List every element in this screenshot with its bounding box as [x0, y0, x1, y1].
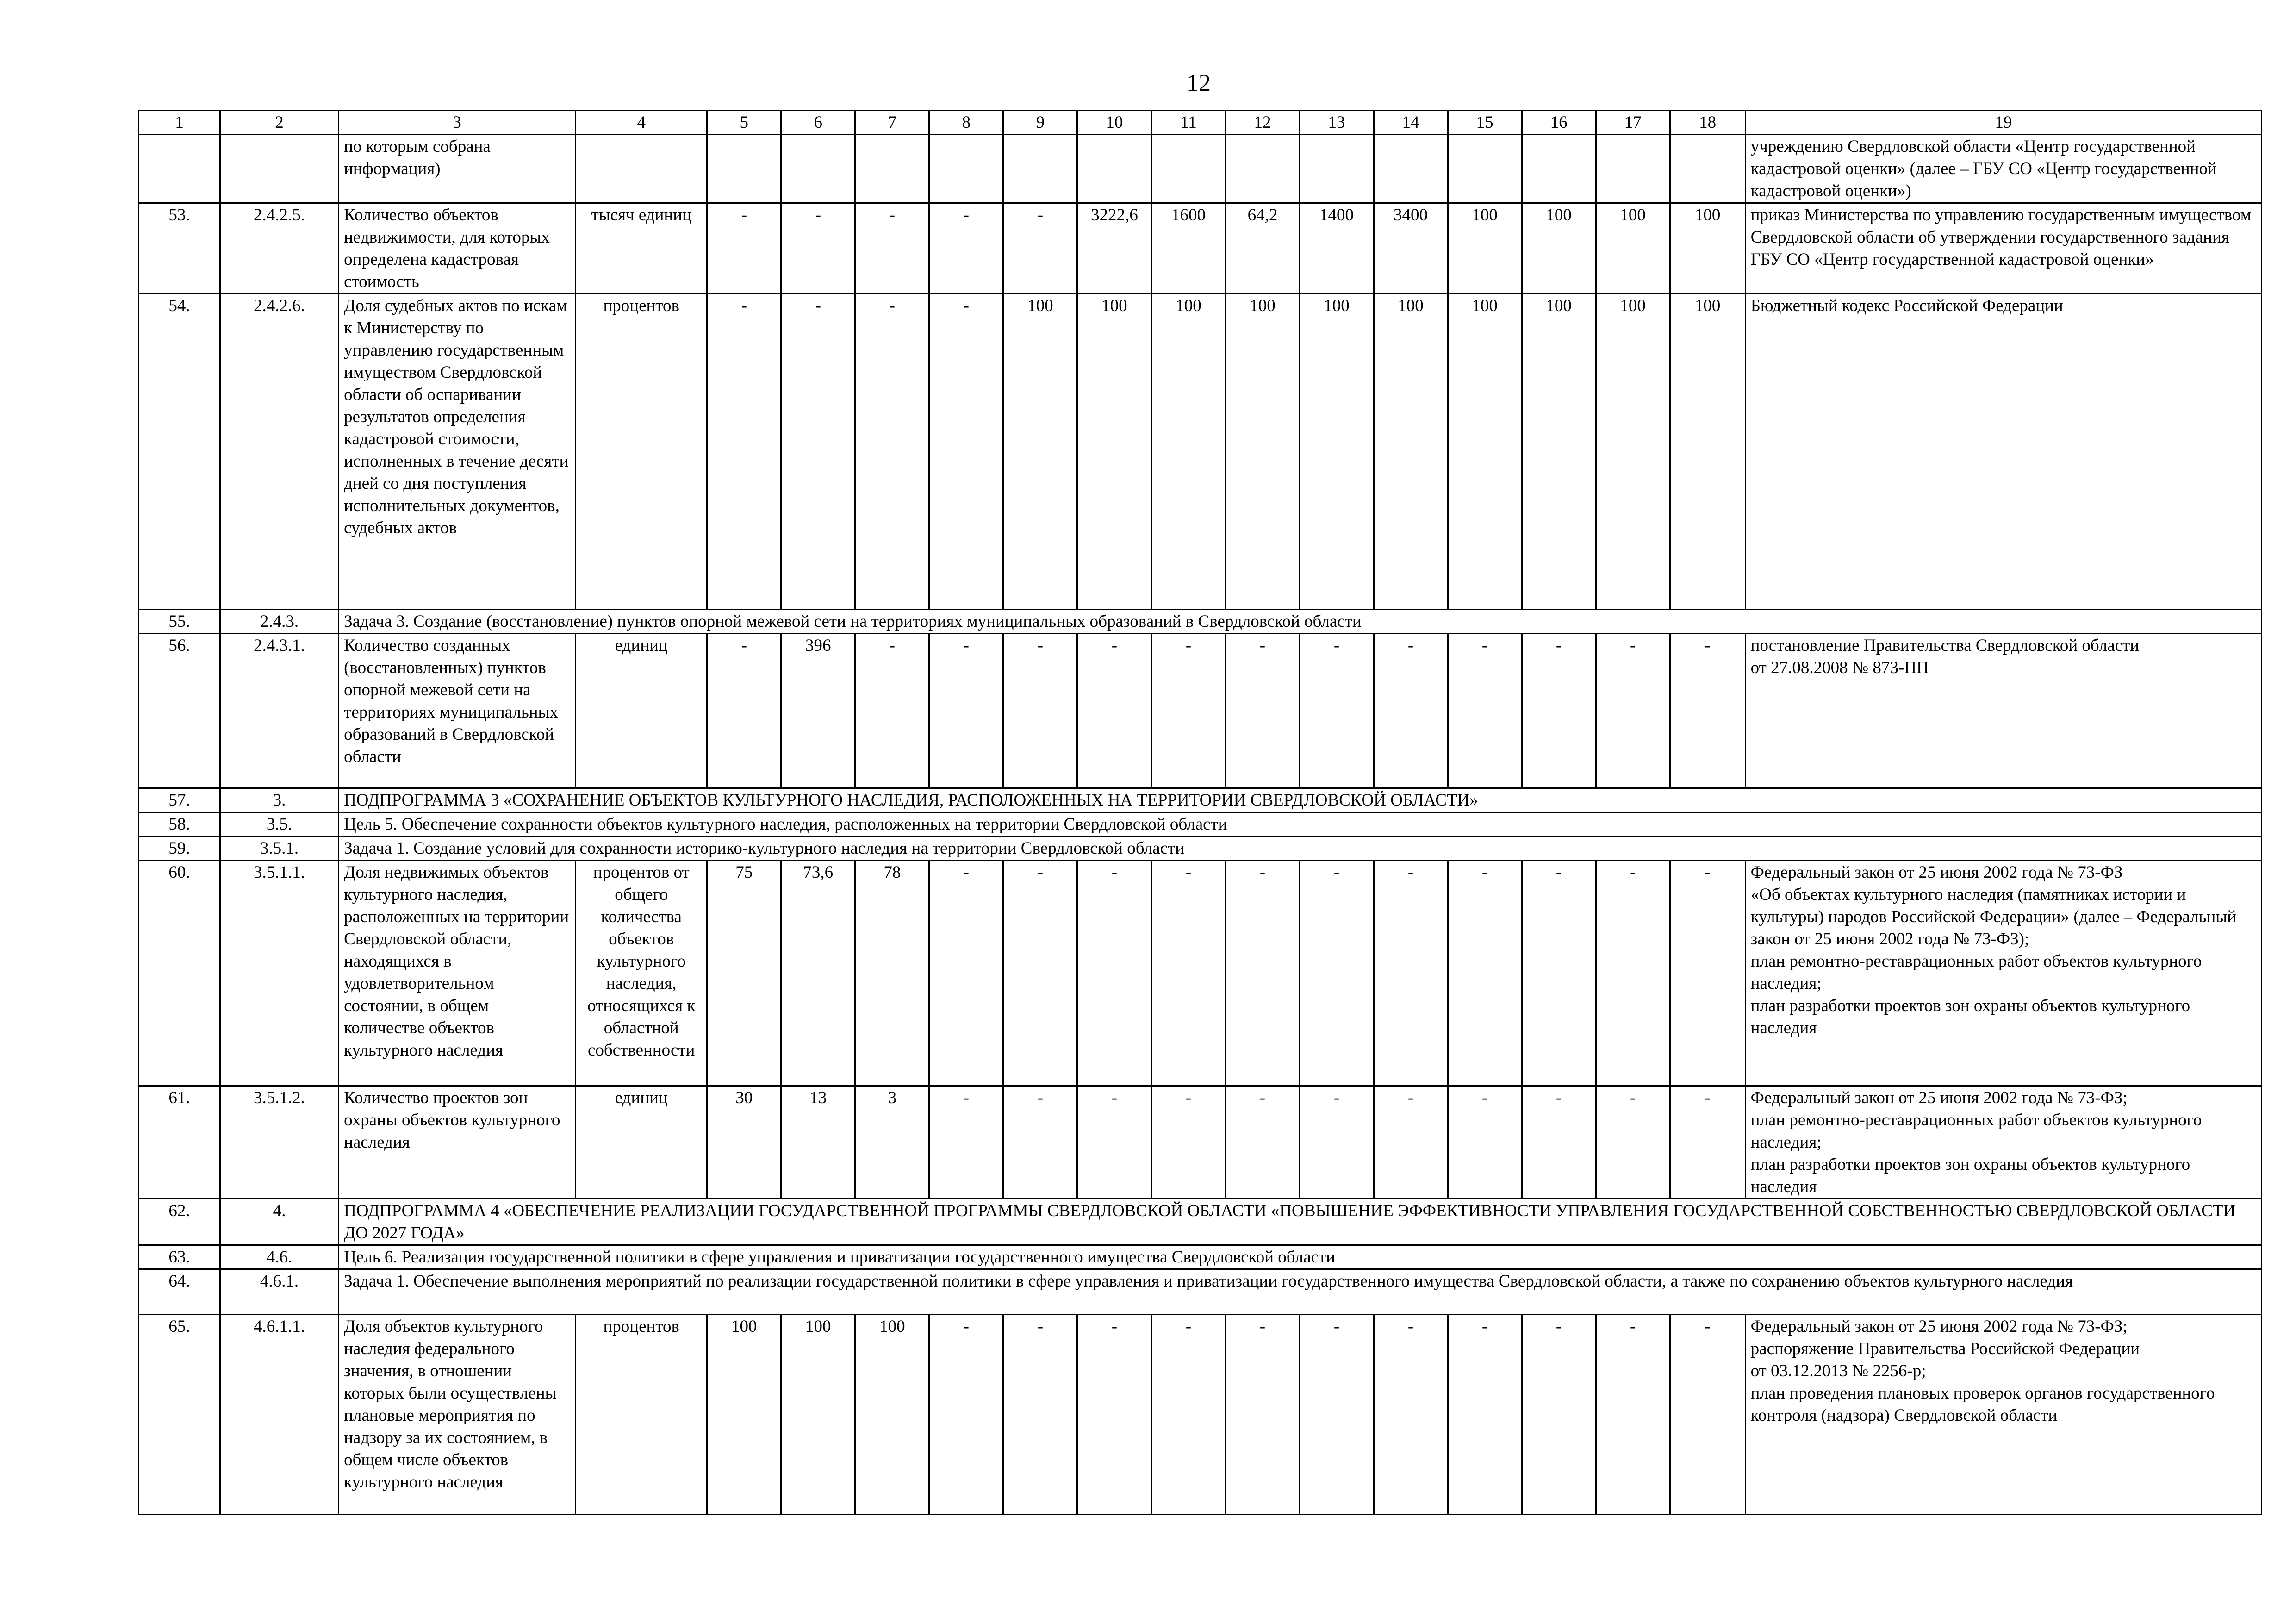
value-cell: -: [707, 634, 781, 788]
value-cell: -: [1374, 634, 1448, 788]
header-cell: 18: [1670, 111, 1745, 135]
unit-cell: процентов: [576, 294, 707, 610]
value-cell: -: [1448, 861, 1522, 1086]
value-cell: 100: [1077, 294, 1151, 610]
row-code-cell: 4.6.: [220, 1245, 339, 1269]
value-cell: 100: [1003, 294, 1077, 610]
header-cell: 3: [339, 111, 576, 135]
header-cell: 9: [1003, 111, 1077, 135]
row-code-cell: 2.4.2.5.: [220, 203, 339, 294]
row-code-cell: 3.5.1.: [220, 837, 339, 861]
value-cell: -: [929, 294, 1003, 610]
table-row: [139, 861, 2262, 1086]
value-cell: 100: [1374, 294, 1448, 610]
value-cell: -: [1151, 1086, 1226, 1199]
source-cell: учреждению Свердловской области «Центр государственной кадастровой оценки» (далее – ГБУ СО «Центр государственной кадастровой оценки»): [1745, 135, 2261, 203]
value-cell: -: [1596, 1315, 1670, 1515]
source-line: «Об объектах культурного наследия (памятниках истории и культуры) народов Российской Федерации» (далее – Федеральный закон от 25 июня 2002 года № 73-ФЗ);: [1750, 885, 2236, 949]
value-cell: -: [855, 203, 929, 294]
header-cell: 8: [929, 111, 1003, 135]
header-cell: 14: [1374, 111, 1448, 135]
row-code-cell: 3.5.1.1.: [220, 861, 339, 1086]
table-row: [139, 1315, 2262, 1515]
table-row: [139, 135, 2262, 203]
value-cell: -: [1670, 861, 1745, 1086]
source-cell: [1745, 634, 2261, 788]
row-number-cell: 62.: [139, 1199, 220, 1245]
value-cell: -: [1226, 1086, 1300, 1199]
value-cell: -: [1077, 1086, 1151, 1199]
value-cell: -: [1670, 634, 1745, 788]
source-line: от 27.08.2008 № 873-ПП: [1750, 658, 1929, 677]
column-number-header-row: [139, 111, 2262, 135]
source-line: план проведения плановых проверок органов государственного контроля (надзора) Свердловской области: [1750, 1384, 2215, 1425]
value-cell: -: [1226, 1315, 1300, 1515]
value-cell: -: [1077, 1315, 1151, 1515]
value-cell: -: [1522, 1315, 1596, 1515]
task-heading-cell: Задача 3. Создание (восстановление) пунктов опорной межевой сети на территориях муниципальных образований в Свердловской области: [339, 610, 2262, 634]
indicator-name-cell: Количество объектов недвижимости, для которых определена кадастровая стоимость: [339, 203, 576, 294]
source-cell: приказ Министерства по управлению государственным имуществом Свердловской области об утверждении государственного задания ГБУ СО «Центр государственной кадастровой оценки»: [1745, 203, 2261, 294]
header-cell: 17: [1596, 111, 1670, 135]
row-number-cell: 63.: [139, 1245, 220, 1269]
value-cell: -: [1374, 861, 1448, 1086]
value-cell: -: [1151, 634, 1226, 788]
row-number-cell: 58.: [139, 812, 220, 837]
value-cell: -: [1522, 1086, 1596, 1199]
table-row: [139, 812, 2262, 837]
page-number: 12: [1187, 70, 1211, 96]
value-cell: -: [1374, 1315, 1448, 1515]
value-cell: 100: [1670, 203, 1745, 294]
value-cell: -: [1448, 1086, 1522, 1199]
source-line: план разработки проектов зон охраны объектов культурного наследия: [1750, 1155, 2190, 1196]
unit-cell: единиц: [576, 634, 707, 788]
task-heading-cell: Задача 1. Создание условий для сохранности историко-культурного наследия на территории Свердловской области: [339, 837, 2262, 861]
value-cell: 100: [1300, 294, 1374, 610]
value-cell: -: [929, 1086, 1003, 1199]
row-code-cell: 2.4.3.: [220, 610, 339, 634]
table-row: [139, 203, 2262, 294]
value-cell: -: [1596, 634, 1670, 788]
unit-cell: единиц: [576, 1086, 707, 1199]
row-code-cell: 2.4.3.1.: [220, 634, 339, 788]
row-number-cell: 53.: [139, 203, 220, 294]
table-row: [139, 1199, 2262, 1245]
row-code-cell: 4.6.1.: [220, 1269, 339, 1315]
unit-cell: процентов от общего количества объектов культурного наследия, относящихся к областной собственности: [576, 861, 707, 1086]
value-cell: -: [1596, 1086, 1670, 1199]
row-code-cell: 3.: [220, 788, 339, 812]
header-cell: 15: [1448, 111, 1522, 135]
source-line: Федеральный закон от 25 июня 2002 года № 73-ФЗ;: [1750, 1088, 2128, 1107]
unit-cell: тысяч единиц: [576, 203, 707, 294]
value-cell: -: [1003, 1086, 1077, 1199]
value-cell: -: [1596, 861, 1670, 1086]
value-cell: -: [1374, 1086, 1448, 1199]
header-cell: 19: [1745, 111, 2261, 135]
source-cell: [1745, 861, 2261, 1086]
value-cell: -: [781, 294, 855, 610]
row-number-cell: 55.: [139, 610, 220, 634]
header-cell: 4: [576, 111, 707, 135]
value-cell: -: [1670, 1086, 1745, 1199]
source-line: постановление Правительства Свердловской области: [1750, 636, 2140, 655]
row-number-cell: 64.: [139, 1269, 220, 1315]
value-cell: 100: [1448, 203, 1522, 294]
source-cell: [1745, 1086, 2261, 1199]
source-line: Федеральный закон от 25 июня 2002 года № 73-ФЗ: [1750, 863, 2123, 882]
value-cell: -: [929, 203, 1003, 294]
table-row: [139, 1245, 2262, 1269]
value-cell: 73,6: [781, 861, 855, 1086]
row-code-cell: [220, 135, 339, 203]
value-cell: 3: [855, 1086, 929, 1199]
value-cell: 78: [855, 861, 929, 1086]
header-cell: 13: [1300, 111, 1374, 135]
table-row: [139, 610, 2262, 634]
indicator-name-cell: Количество созданных (восстановленных) пунктов опорной межевой сети на территориях муниципальных образований в Свердловской области: [339, 634, 576, 788]
indicator-name-cell: Количество проектов зон охраны объектов культурного наследия: [339, 1086, 576, 1199]
source-line: план ремонтно-реставрационных работ объектов культурного наследия;: [1750, 1111, 2202, 1152]
row-number-cell: 54.: [139, 294, 220, 610]
row-number-cell: 59.: [139, 837, 220, 861]
subprogram-heading-cell: ПОДПРОГРАММА 3 «СОХРАНЕНИЕ ОБЪЕКТОВ КУЛЬТУРНОГО НАСЛЕДИЯ, РАСПОЛОЖЕННЫХ НА ТЕРРИТОРИИ СВЕРДЛОВСКОЙ ОБЛАСТИ»: [339, 788, 2262, 812]
header-cell: 10: [1077, 111, 1151, 135]
value-cell: 30: [707, 1086, 781, 1199]
value-cell: -: [781, 203, 855, 294]
table-row: [139, 837, 2262, 861]
value-cell: -: [855, 294, 929, 610]
value-cell: -: [929, 1315, 1003, 1515]
value-cell: -: [1003, 634, 1077, 788]
value-cell: 3400: [1374, 203, 1448, 294]
value-cell: 100: [1448, 294, 1522, 610]
indicator-name-cell: Доля судебных актов по искам к Министерству по управлению государственным имуществом Свердловской области об оспаривании результатов определения кадастровой стоимости, исполненных в течение десяти дней со дня поступления исполнительных документов, судебных актов: [339, 294, 576, 610]
table-row: [139, 634, 2262, 788]
header-cell: 7: [855, 111, 929, 135]
header-cell: 12: [1226, 111, 1300, 135]
indicator-name-cell: Доля объектов культурного наследия федерального значения, в отношении которых были осуществлены плановые мероприятия по надзору за их состоянием, в общем числе объектов культурного наследия: [339, 1315, 576, 1515]
value-cell: -: [1003, 203, 1077, 294]
value-cell: -: [1077, 861, 1151, 1086]
subprogram-heading-cell: ПОДПРОГРАММА 4 «ОБЕСПЕЧЕНИЕ РЕАЛИЗАЦИИ ГОСУДАРСТВЕННОЙ ПРОГРАММЫ СВЕРДЛОВСКОЙ ОБЛАСТИ «ПОВЫШЕНИЕ ЭФФЕКТИВНОСТИ УПРАВЛЕНИЯ ГОСУДАРСТВЕННОЙ СОБСТВЕННОСТЬЮ СВЕРДЛОВСКОЙ ОБЛАСТИ ДО 2027 ГОДА»: [339, 1199, 2262, 1245]
table-row: [139, 294, 2262, 610]
header-cell: 5: [707, 111, 781, 135]
value-cell: -: [1226, 861, 1300, 1086]
value-cell: -: [1300, 1086, 1374, 1199]
value-cell: -: [707, 203, 781, 294]
row-number-cell: 57.: [139, 788, 220, 812]
row-number-cell: [139, 135, 220, 203]
value-cell: -: [1670, 1315, 1745, 1515]
value-cell: 100: [1226, 294, 1300, 610]
table-row: [139, 1086, 2262, 1199]
unit-cell: процентов: [576, 1315, 707, 1515]
value-cell: -: [929, 861, 1003, 1086]
row-code-cell: 3.5.: [220, 812, 339, 837]
row-number-cell: 61.: [139, 1086, 220, 1199]
row-code-cell: 3.5.1.2.: [220, 1086, 339, 1199]
row-number-cell: 56.: [139, 634, 220, 788]
value-cell: 100: [1522, 203, 1596, 294]
value-cell: -: [1226, 634, 1300, 788]
source-line: план разработки проектов зон охраны объектов культурного наследия: [1750, 996, 2190, 1037]
task-heading-cell: Задача 1. Обеспечение выполнения мероприятий по реализации государственной политики в сфере управления и приватизации государственного имущества Свердловской области, а также по сохранению объектов культурного наследия: [339, 1269, 2262, 1315]
table-row: [139, 1269, 2262, 1315]
value-cell: 100: [707, 1315, 781, 1515]
row-code-cell: 4.: [220, 1199, 339, 1245]
value-cell: 396: [781, 634, 855, 788]
header-cell: 1: [139, 111, 220, 135]
value-cell: 1600: [1151, 203, 1226, 294]
header-cell: 11: [1151, 111, 1226, 135]
value-cell: -: [1522, 861, 1596, 1086]
row-code-cell: 2.4.2.6.: [220, 294, 339, 610]
value-cell: 100: [1151, 294, 1226, 610]
value-cell: -: [855, 634, 929, 788]
row-code-cell: 4.6.1.1.: [220, 1315, 339, 1515]
value-cell: 100: [855, 1315, 929, 1515]
value-cell: -: [1077, 634, 1151, 788]
indicator-name-cell: Доля недвижимых объектов культурного наследия, расположенных на территории Свердловской области, находящихся в удовлетворительном состоянии, в общем количестве объектов культурного наследия: [339, 861, 576, 1086]
table-row: [139, 788, 2262, 812]
source-line: Федеральный закон от 25 июня 2002 года № 73-ФЗ;: [1750, 1317, 2128, 1336]
value-cell: -: [1522, 634, 1596, 788]
value-cell: -: [1448, 634, 1522, 788]
source-cell: Бюджетный кодекс Российской Федерации: [1745, 294, 2261, 610]
header-cell: 16: [1522, 111, 1596, 135]
value-cell: -: [1448, 1315, 1522, 1515]
indicators-table: [138, 110, 2262, 1515]
value-cell: 100: [781, 1315, 855, 1515]
row-number-cell: 60.: [139, 861, 220, 1086]
header-cell: 2: [220, 111, 339, 135]
value-cell: 1400: [1300, 203, 1374, 294]
value-cell: 100: [1596, 203, 1670, 294]
source-line: от 03.12.2013 № 2256-р;: [1750, 1362, 1926, 1380]
value-cell: 75: [707, 861, 781, 1086]
value-cell: -: [1300, 1315, 1374, 1515]
value-cell: -: [1300, 861, 1374, 1086]
value-cell: 100: [1670, 294, 1745, 610]
value-cell: -: [1151, 1315, 1226, 1515]
value-cell: -: [929, 634, 1003, 788]
value-cell: 3222,6: [1077, 203, 1151, 294]
header-cell: 6: [781, 111, 855, 135]
value-cell: 100: [1522, 294, 1596, 610]
goal-heading-cell: Цель 6. Реализация государственной политики в сфере управления и приватизации государственного имущества Свердловской области: [339, 1245, 2262, 1269]
value-cell: -: [1151, 861, 1226, 1086]
indicator-name-cell: по которым собрана информация): [339, 135, 576, 203]
value-cell: -: [1003, 1315, 1077, 1515]
value-cell: 64,2: [1226, 203, 1300, 294]
source-cell: [1745, 1315, 2261, 1515]
value-cell: 100: [1596, 294, 1670, 610]
value-cell: -: [1300, 634, 1374, 788]
goal-heading-cell: Цель 5. Обеспечение сохранности объектов культурного наследия, расположенных на территории Свердловской области: [339, 812, 2262, 837]
value-cell: -: [707, 294, 781, 610]
source-line: план ремонтно-реставрационных работ объектов культурного наследия;: [1750, 952, 2202, 993]
value-cell: 13: [781, 1086, 855, 1199]
row-number-cell: 65.: [139, 1315, 220, 1515]
value-cell: -: [1003, 861, 1077, 1086]
source-line: распоряжение Правительства Российской Федерации: [1750, 1339, 2140, 1358]
